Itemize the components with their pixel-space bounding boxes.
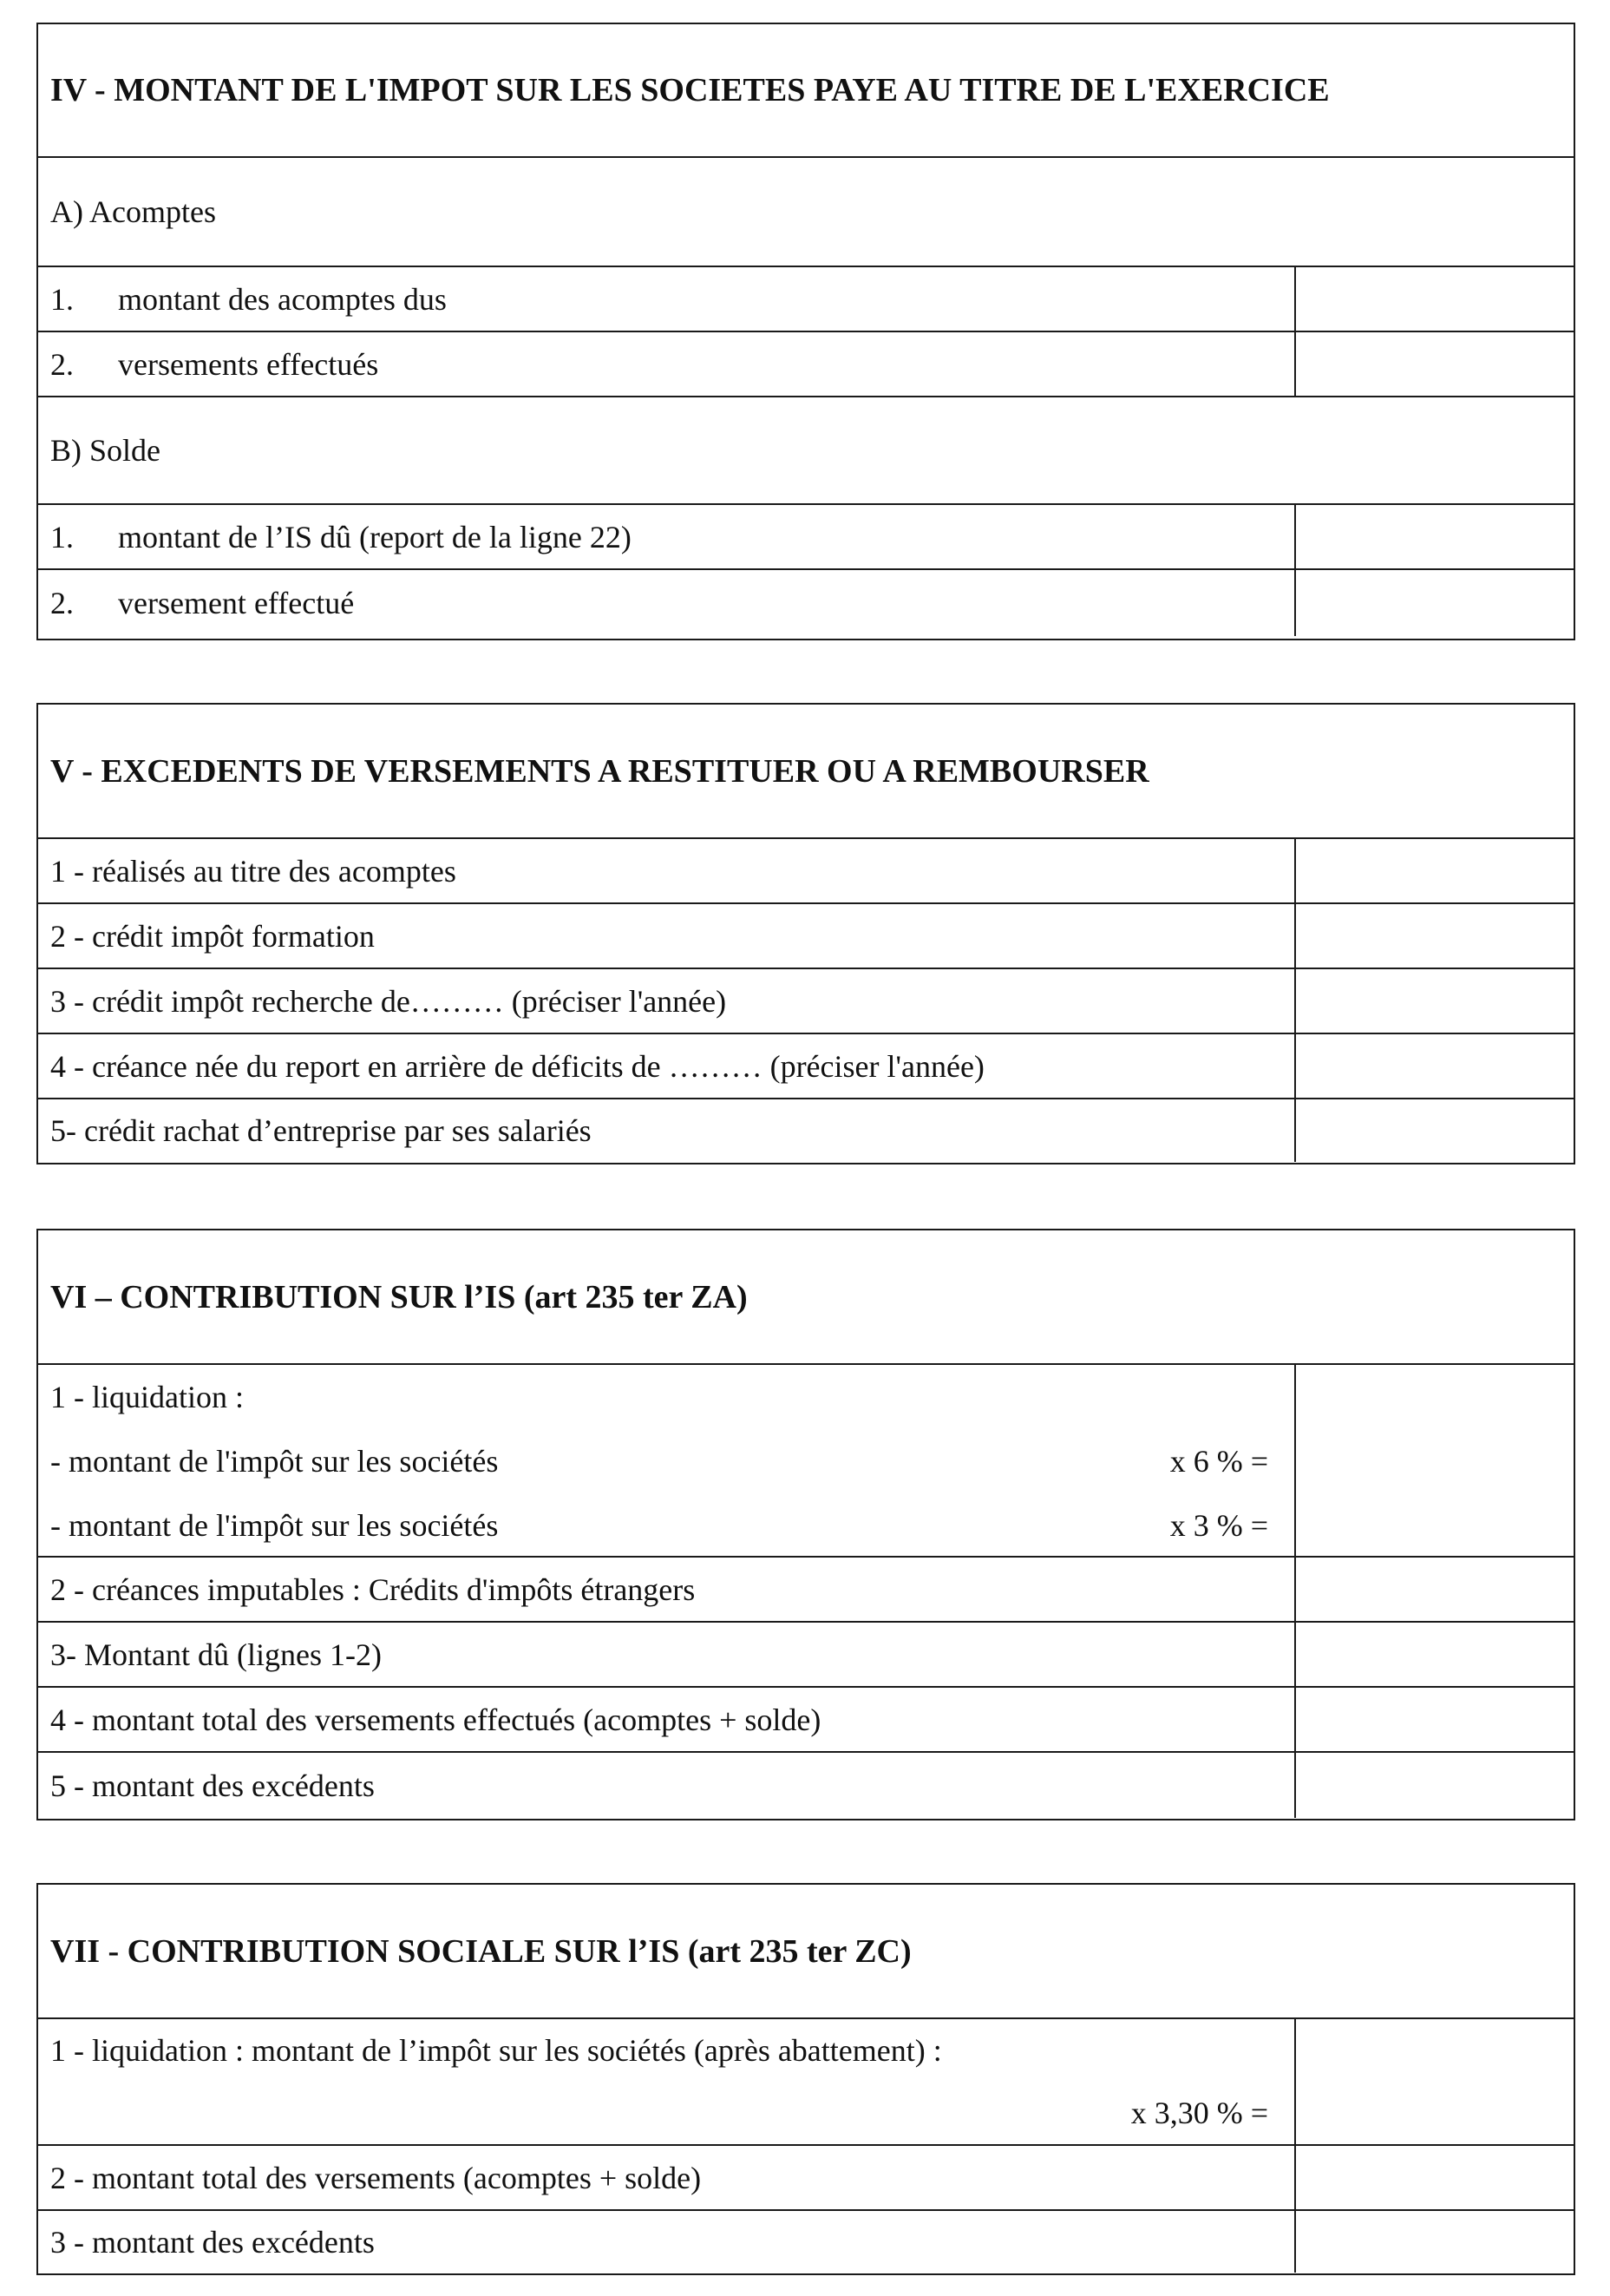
amount-cell[interactable] (1294, 2146, 1574, 2209)
rate-label: x 3 % = (1169, 1508, 1268, 1543)
row-label: 2 - montant total des versements (acomptes + solde) (50, 2160, 702, 2195)
acomptes-heading: A) Acomptes (38, 158, 1574, 267)
table-row: 2. versement effectué (38, 570, 1574, 636)
table-row: 2. versements effectués (38, 332, 1574, 397)
amount-cell[interactable] (1294, 332, 1574, 396)
amount-cell[interactable] (1294, 839, 1574, 902)
row-label: - montant de l'impôt sur les sociétés (50, 1444, 499, 1479)
row-label: 1 - liquidation : (50, 1380, 244, 1414)
amount-cell[interactable] (1294, 904, 1574, 968)
row-label: montant de l’IS dû (report de la ligne 22) (118, 519, 632, 554)
amount-cell[interactable] (1294, 1623, 1574, 1686)
section-vi-title: VI – CONTRIBUTION SUR l’IS (art 235 ter ZA) (38, 1230, 1574, 1365)
row-label: 1 - réalisés au titre des acomptes (50, 853, 456, 889)
section-iv-title: IV - MONTANT DE L'IMPOT SUR LES SOCIETES PAYE AU TITRE DE L'EXERCICE (38, 24, 1574, 158)
amount-cell[interactable] (1294, 570, 1574, 636)
amount-cell[interactable] (1294, 1365, 1574, 1556)
table-row (38, 1558, 1574, 1623)
section-vi (36, 1229, 1575, 1820)
table-row-liquidation (38, 2019, 1574, 2146)
section-vii (36, 1883, 1575, 2275)
table-row: 1. montant de l’IS dû (report de la ligne 22) (38, 505, 1574, 570)
section-vii-title: VII - CONTRIBUTION SOCIALE SUR l’IS (art 235 ter ZC) (38, 1885, 1574, 2019)
row-label: 4 - créance née du report en arrière de déficits de ……… (préciser l'année) (50, 1048, 985, 1084)
table-row (38, 1034, 1574, 1099)
row-label: 3 - montant des excédents (50, 2224, 375, 2260)
row-label: 1 - liquidation : montant de l’impôt sur les sociétés (après abattement) : (50, 2033, 942, 2068)
row-label: - montant de l'impôt sur les sociétés (50, 1508, 499, 1543)
section-iv (36, 23, 1575, 640)
amount-cell[interactable] (1294, 2019, 1574, 2144)
table-row: 1. montant des acomptes dus (38, 267, 1574, 332)
row-label: montant des acomptes dus (118, 281, 447, 317)
table-row (38, 2146, 1574, 2211)
row-label: 2 - crédit impôt formation (50, 918, 375, 954)
amount-cell[interactable] (1294, 505, 1574, 568)
amount-cell[interactable] (1294, 1034, 1574, 1098)
section-v-title: V - EXCEDENTS DE VERSEMENTS A RESTITUER OU A REMBOURSER (38, 705, 1574, 839)
table-row (38, 1623, 1574, 1688)
table-row (38, 969, 1574, 1034)
row-label: 2 - créances imputables : Crédits d'impôts étrangers (50, 1571, 696, 1607)
amount-cell[interactable] (1294, 267, 1574, 331)
rate-label: x 6 % = (1169, 1444, 1268, 1479)
table-row (38, 1099, 1574, 1162)
row-label: versements effectués (118, 346, 379, 382)
table-row (38, 839, 1574, 904)
row-label: 5- crédit rachat d’entreprise par ses salariés (50, 1113, 592, 1148)
rate-label: x 3,30 % = (1130, 2096, 1268, 2130)
amount-cell[interactable] (1294, 1099, 1574, 1162)
amount-cell[interactable] (1294, 1558, 1574, 1621)
row-label: 4 - montant total des versements effectués (acomptes + solde) (50, 1702, 821, 1737)
amount-cell[interactable] (1294, 1688, 1574, 1751)
table-row-liquidation (38, 1365, 1574, 1558)
row-label: 3- Montant dû (lignes 1-2) (50, 1637, 382, 1672)
table-row (38, 2211, 1574, 2273)
amount-cell[interactable] (1294, 1753, 1574, 1818)
solde-heading: B) Solde (38, 397, 1574, 505)
row-label: 3 - crédit impôt recherche de……… (préciser l'année) (50, 983, 727, 1019)
amount-cell[interactable] (1294, 969, 1574, 1033)
table-row (38, 904, 1574, 969)
row-label: versement effectué (118, 586, 355, 620)
table-row (38, 1753, 1574, 1818)
row-label: 5 - montant des excédents (50, 1768, 375, 1803)
amount-cell[interactable] (1294, 2211, 1574, 2273)
table-row (38, 1688, 1574, 1753)
section-v (36, 703, 1575, 1164)
